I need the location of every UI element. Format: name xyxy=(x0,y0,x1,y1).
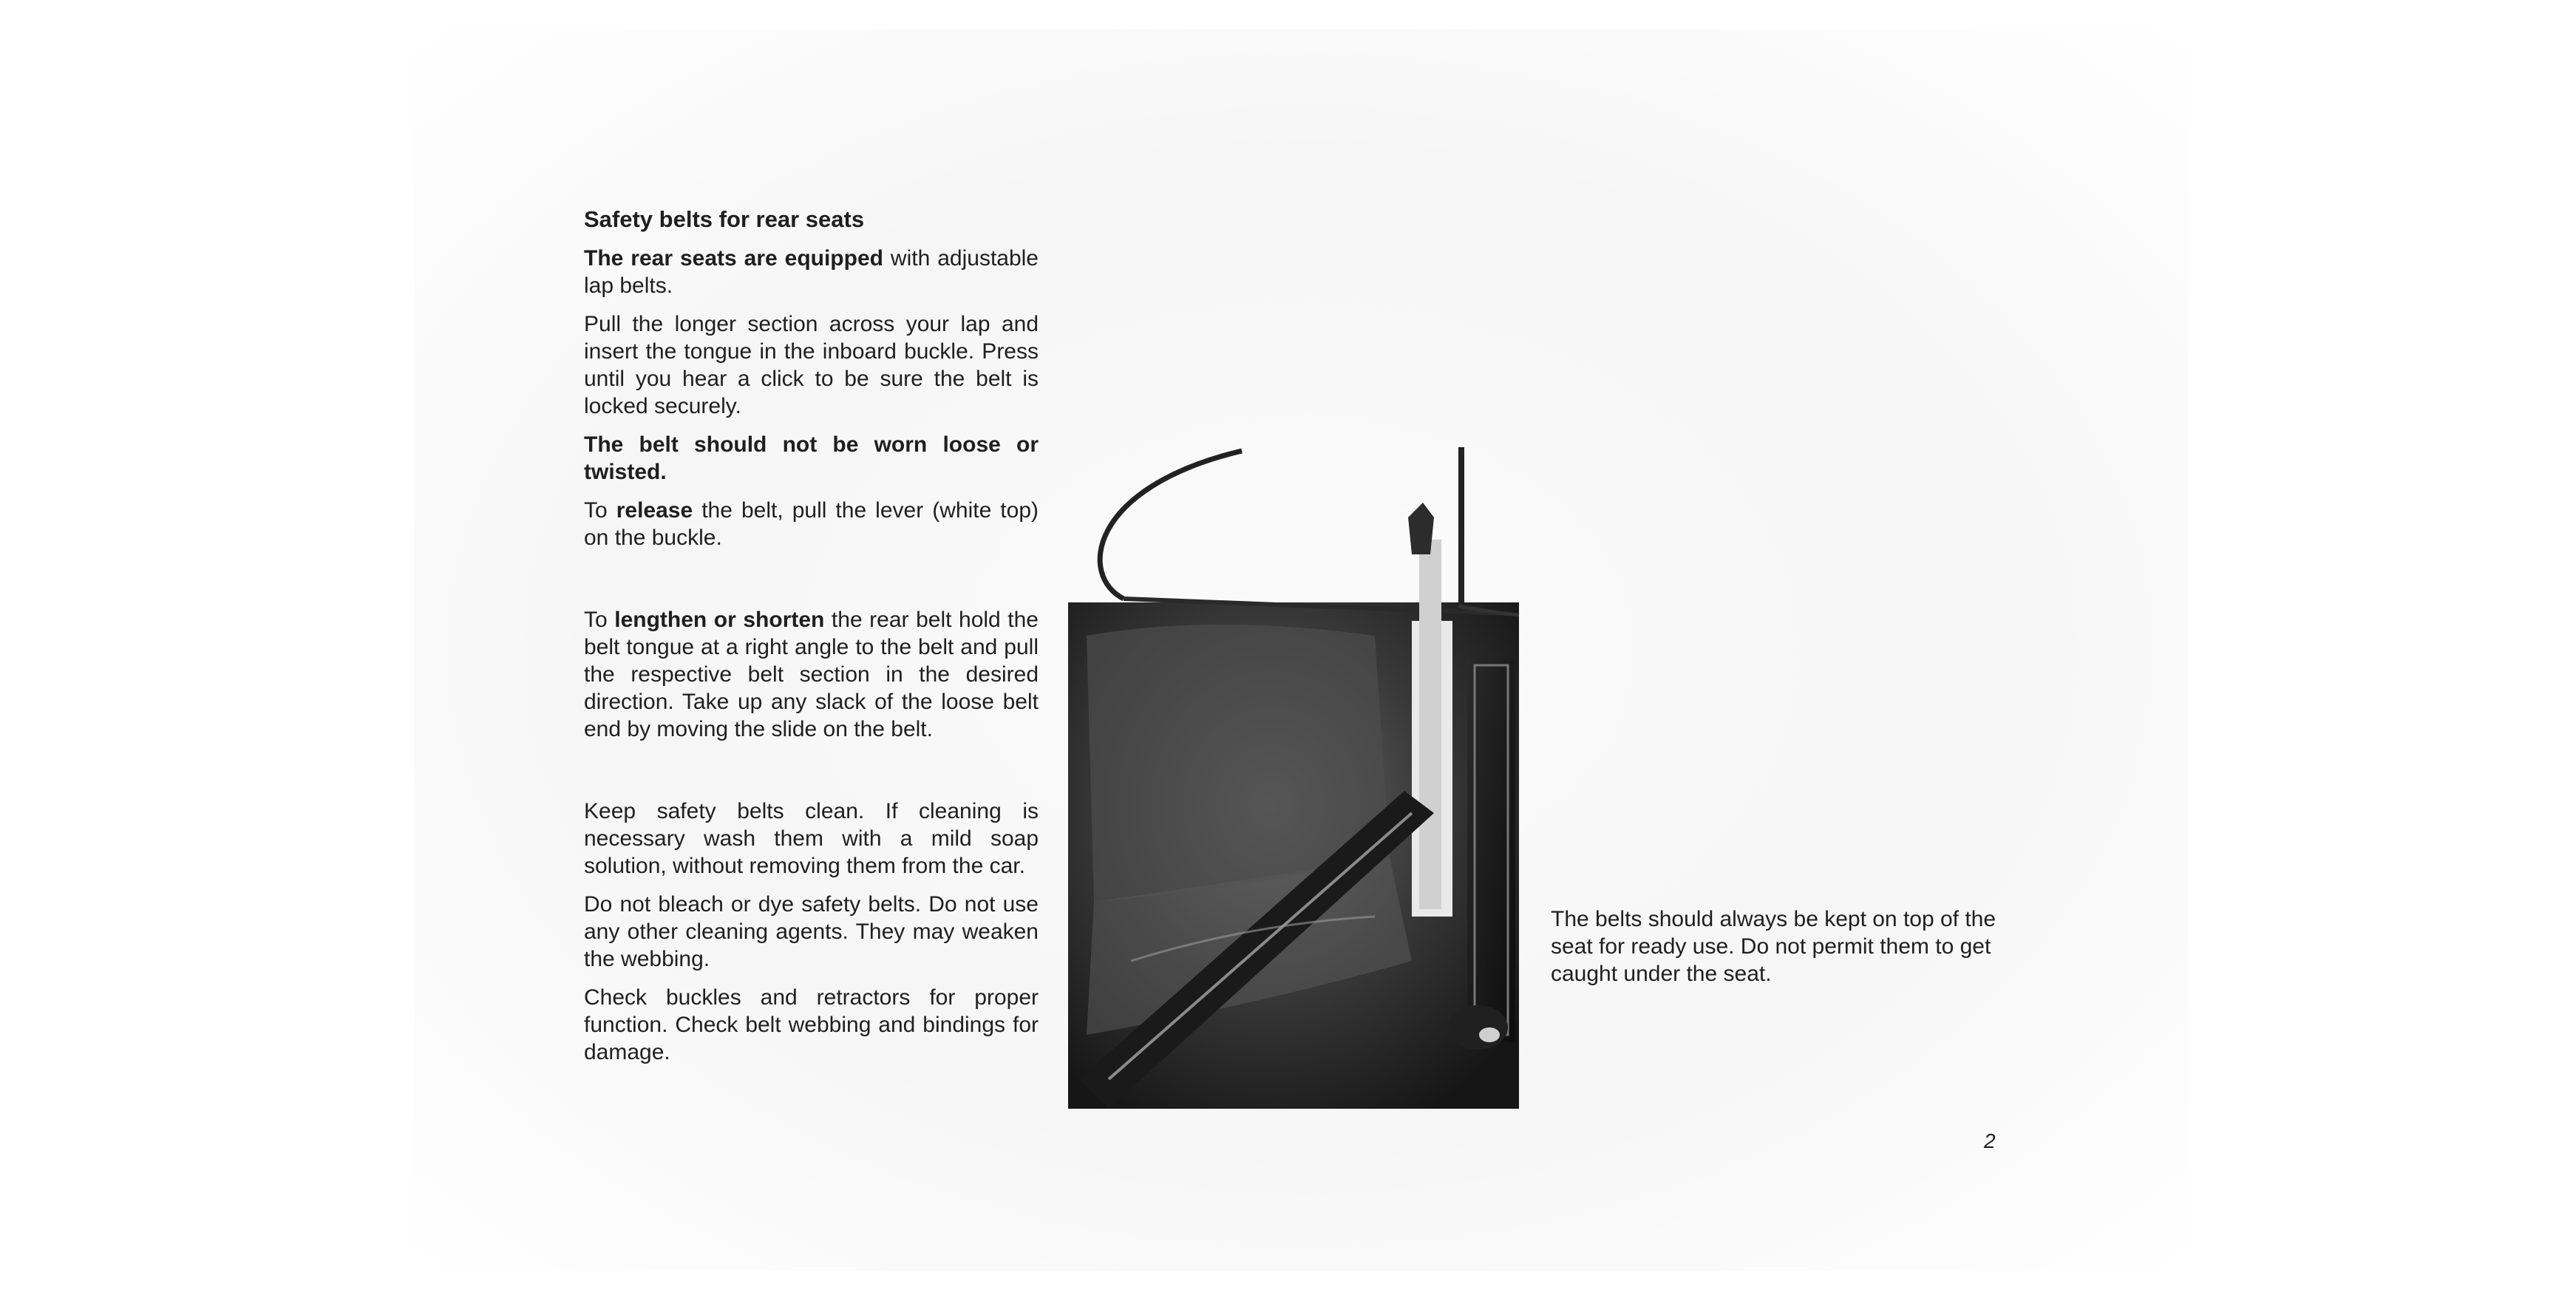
paragraph-release-bold: release xyxy=(616,498,693,523)
photo-caption: The belts should always be kept on top of the seat for ready use. Do not permit them to get caught under the seat. xyxy=(1551,907,1996,986)
paragraph-equipment-text: with adjustable lap belts. xyxy=(584,246,1039,298)
rear-seat-belt-photo xyxy=(1064,443,1523,1112)
paragraph-adjust xyxy=(584,606,1039,743)
paragraph-warning-bold: The belt should not be worn loose or twisted. xyxy=(584,432,1039,484)
paragraph-no-bleach: Do not bleach or dye safety belts. Do not use any other cleaning agents. They may weaken the webbing. xyxy=(584,892,1039,971)
paragraph-adjust-text: the rear belt hold the belt tongue at a right angle to the belt and pull the respective belt section in the desired direction. Take up any slack of the loose belt end by moving the slide on the belt. xyxy=(584,608,1039,741)
section-title: Safety belts for rear seats xyxy=(584,206,865,232)
paragraph-warning xyxy=(584,431,1039,486)
paragraph-cleaning: Keep safety belts clean. If cleaning is necessary wash them with a mild soap solution, without removing them from the car. xyxy=(584,799,1039,878)
paragraph-adjust-bold: lengthen or shorten xyxy=(614,608,825,632)
paragraph-inspection: Check buckles and retractors for proper function. Check belt webbing and bindings for damage. xyxy=(584,985,1039,1064)
paragraph-release-text: the belt, pull the lever (white top) on the buckle. xyxy=(584,498,1039,550)
page-number: 2 xyxy=(1984,1129,1996,1152)
paragraph-equipment-bold: The rear seats are equipped xyxy=(584,246,883,271)
text-column xyxy=(584,205,1039,1077)
paragraph-release-pre: To xyxy=(584,498,616,523)
paragraph-equipment xyxy=(584,245,1039,299)
paragraph-release xyxy=(584,497,1039,551)
paragraph-fastening: Pull the longer section across your lap and insert the tongue in the inboard buckle. Press until you hear a click to be sure the belt is locked securely. xyxy=(584,312,1039,418)
photo-illustration xyxy=(1064,443,1523,1112)
paragraph-adjust-pre: To xyxy=(584,608,615,632)
